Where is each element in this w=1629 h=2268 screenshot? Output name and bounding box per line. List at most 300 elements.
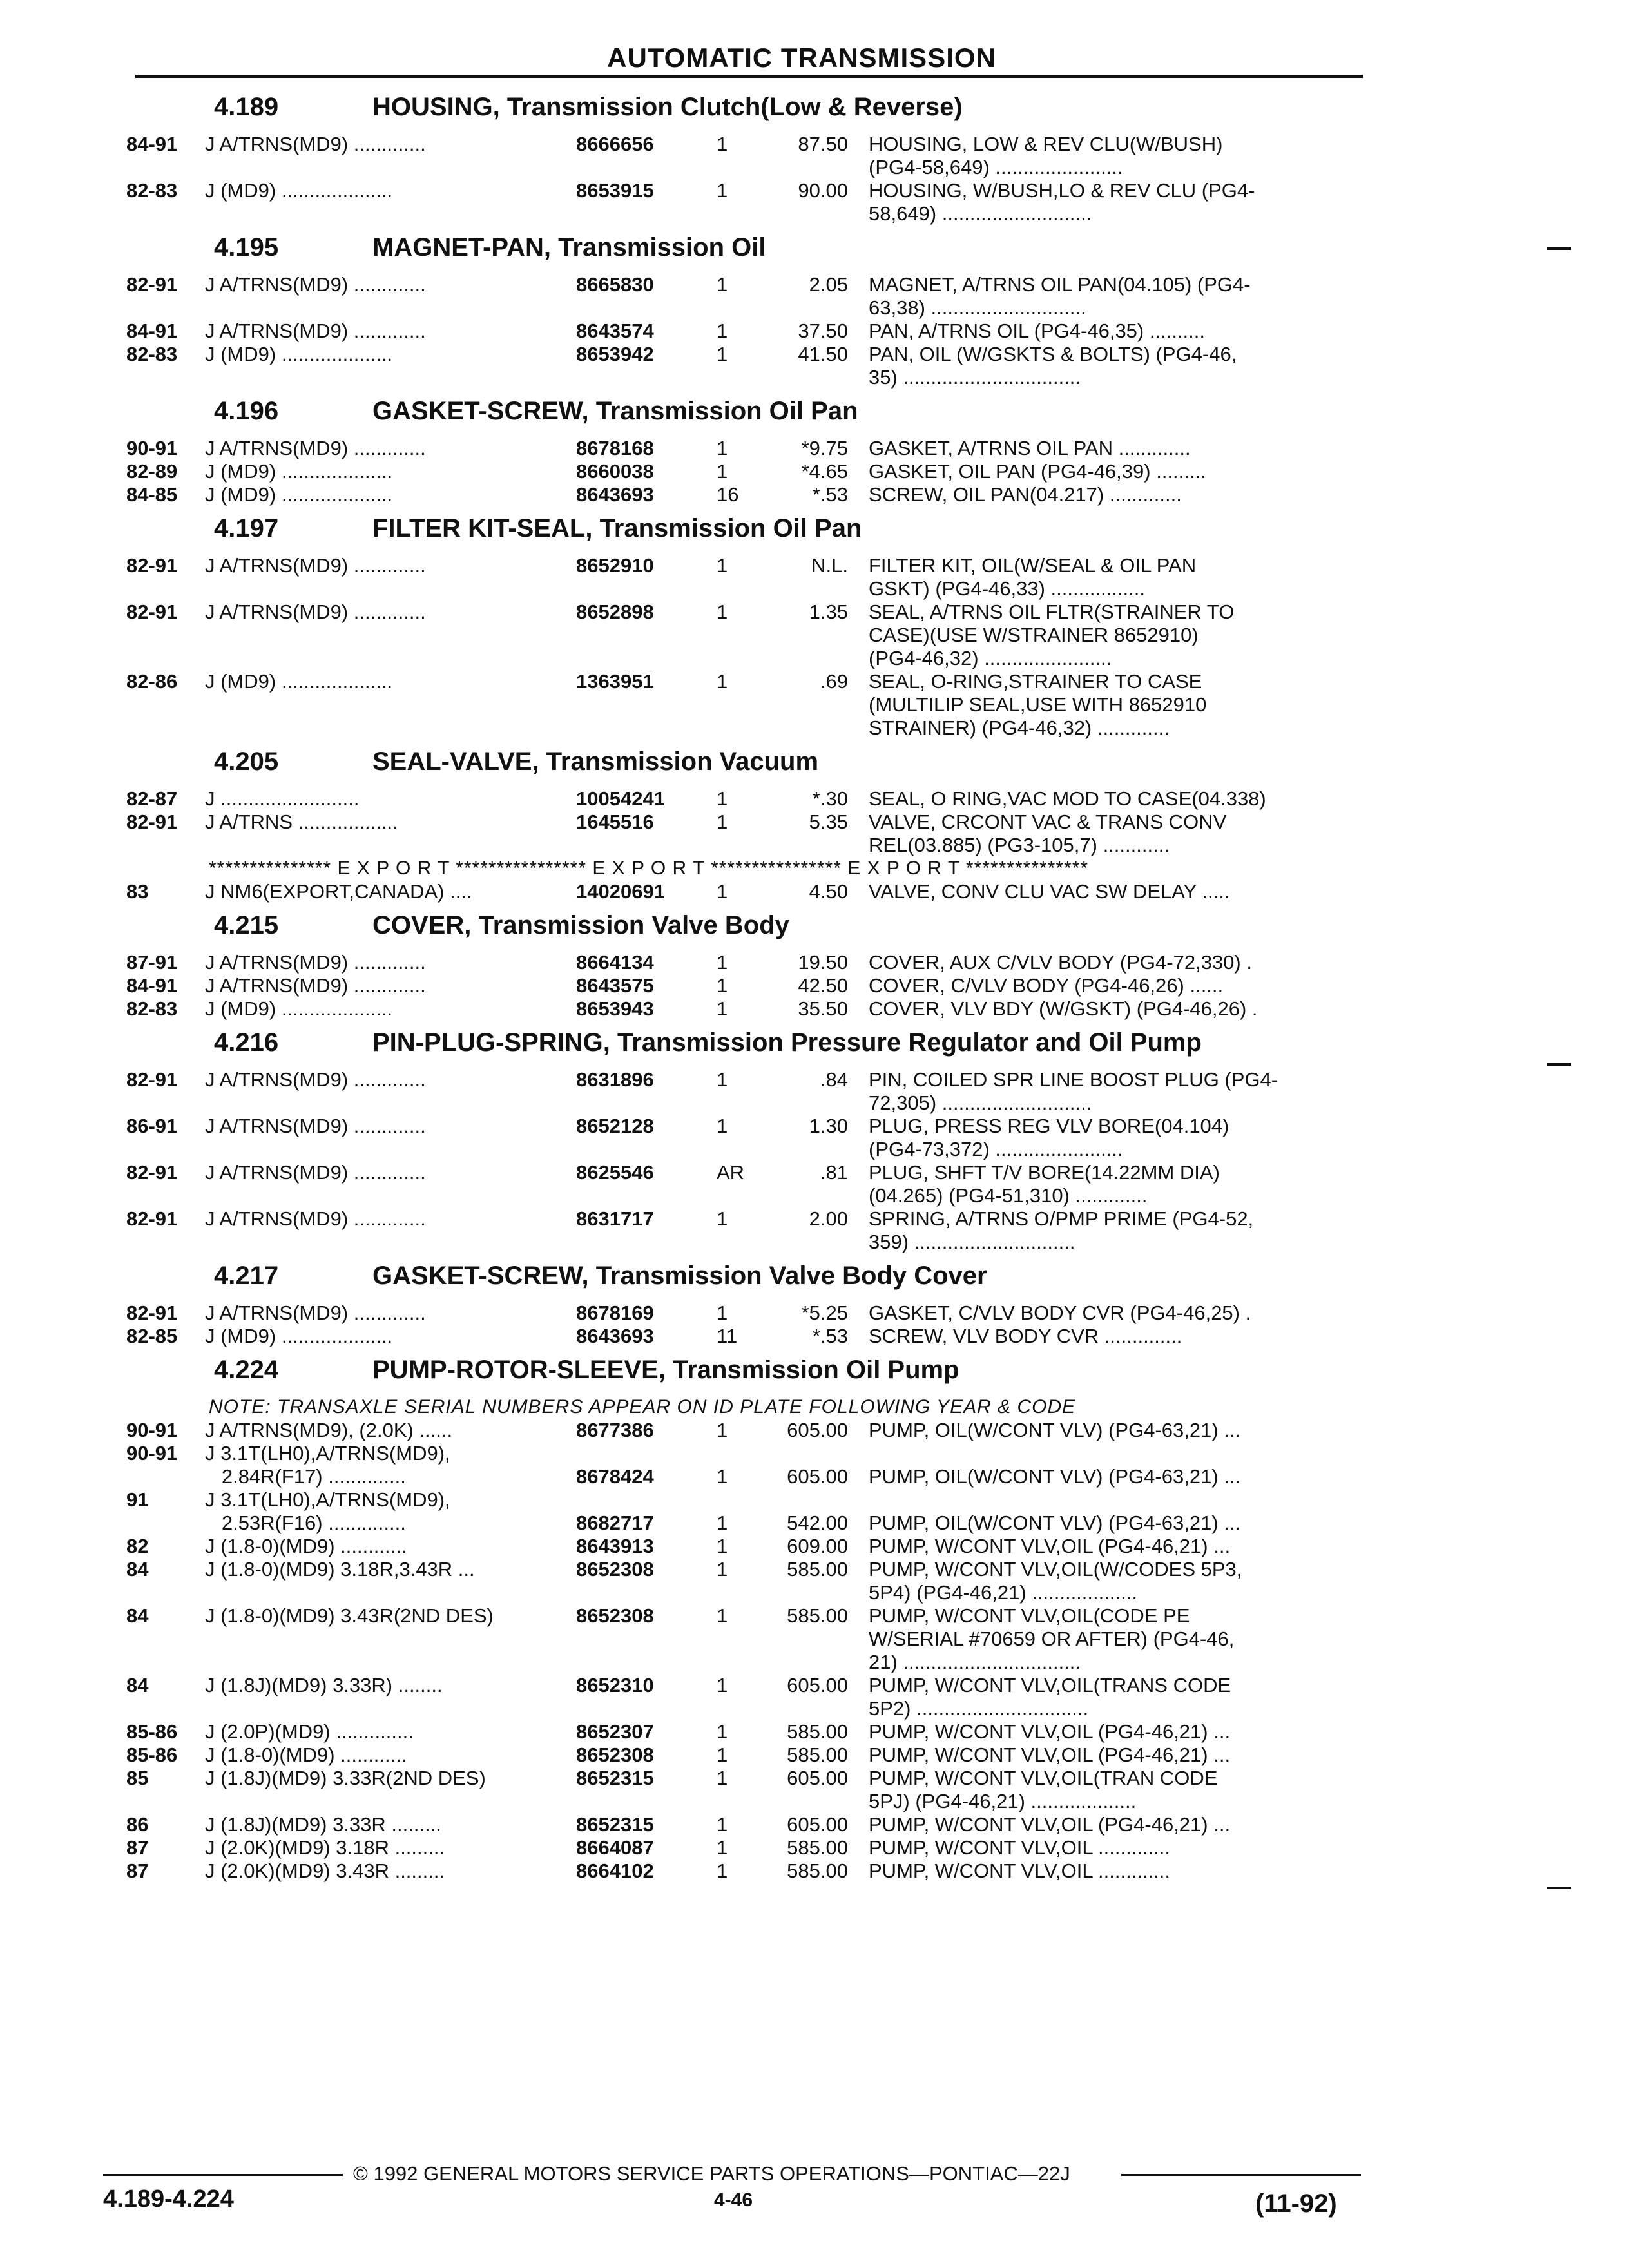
model-years: 82-91 — [126, 811, 178, 833]
quantity: 1 — [717, 974, 728, 997]
description: SEAL, O RING,VAC MOD TO CASE(04.338) — [869, 787, 1266, 810]
price — [768, 716, 869, 740]
section-title: PUMP-ROTOR-SLEEVE, Transmission Oil Pump — [372, 1356, 959, 1384]
part-number: 8652315 — [576, 1767, 654, 1789]
model-years: 82-87 — [126, 787, 178, 810]
application — [205, 647, 576, 670]
model-years: 90-91 — [126, 437, 178, 459]
part-number: 8652308 — [576, 1744, 654, 1766]
part-row — [126, 811, 1364, 834]
description: PUMP, W/CONT VLV,OIL (PG4-46,21) ... — [869, 1720, 1231, 1743]
description: COVER, C/VLV BODY (PG4-46,26) ...... — [869, 974, 1224, 997]
price: 37.50 — [798, 320, 848, 342]
part-row — [126, 1465, 1364, 1488]
part-number: 8664087 — [576, 1836, 654, 1859]
part-number: 8652128 — [576, 1115, 654, 1137]
part-number — [576, 156, 717, 179]
price: 1.35 — [809, 601, 848, 623]
description: PUMP, OIL(W/CONT VLV) (PG4-63,21) ... — [869, 1512, 1241, 1534]
model-years: 82-91 — [126, 1161, 178, 1184]
description: (PG4-46,32) ....................... — [869, 647, 1112, 669]
model-years: 82-83 — [126, 179, 178, 202]
description: PUMP, W/CONT VLV,OIL (PG4-46,21) ... — [869, 1813, 1231, 1836]
part-row — [126, 1488, 1364, 1512]
part-number: 8652308 — [576, 1604, 654, 1627]
footer-rule — [103, 2174, 343, 2176]
description: PUMP, W/CONT VLV,OIL ............. — [869, 1860, 1170, 1882]
application: J A/TRNS(MD9) ............. — [205, 1302, 426, 1324]
application: J A/TRNS(MD9) ............. — [205, 1161, 426, 1184]
quantity — [717, 1231, 768, 1254]
footer-copyright: © 1992 GENERAL MOTORS SERVICE PARTS OPERATIONS—PONTIAC—22J — [353, 2162, 1070, 2185]
application: J (1.8-0)(MD9) ............ — [205, 1535, 407, 1557]
section-number: 4.196 — [214, 397, 279, 425]
quantity: 1 — [717, 179, 728, 202]
quantity: 1 — [717, 670, 728, 693]
quantity — [717, 296, 768, 320]
model-years: 84-85 — [126, 483, 178, 506]
price: 542.00 — [787, 1512, 848, 1534]
section-4-215 — [126, 908, 1364, 1021]
model-years: 82-91 — [126, 1207, 178, 1230]
description: PUMP, W/CONT VLV,OIL(TRANS CODE — [869, 1674, 1231, 1696]
model-years: 86 — [126, 1813, 149, 1836]
description: W/SERIAL #70659 OR AFTER) (PG4-46, — [869, 1628, 1235, 1650]
price — [768, 1442, 869, 1465]
price: 585.00 — [787, 1836, 848, 1859]
model-years — [126, 577, 205, 601]
model-years — [126, 1651, 205, 1674]
application — [205, 1231, 576, 1254]
model-years: 86-91 — [126, 1115, 178, 1137]
quantity — [717, 1628, 768, 1651]
part-row — [126, 366, 1364, 389]
part-row — [126, 202, 1364, 226]
part-number: 8653943 — [576, 997, 654, 1020]
price: 1.30 — [809, 1115, 848, 1137]
part-number — [576, 202, 717, 226]
application — [205, 834, 576, 857]
section-title: SEAL-VALVE, Transmission Vacuum — [372, 747, 819, 776]
application — [205, 716, 576, 740]
model-years — [126, 1091, 205, 1115]
model-years: 85-86 — [126, 1744, 178, 1766]
part-row — [126, 1161, 1364, 1184]
section-number: 4.217 — [214, 1262, 279, 1290]
part-number: 8631896 — [576, 1068, 654, 1091]
section-4-216 — [126, 1026, 1364, 1254]
model-years: 85-86 — [126, 1720, 178, 1743]
parts-list — [126, 90, 1364, 1888]
application: J (1.8J)(MD9) 3.33R(2ND DES) — [205, 1767, 486, 1789]
model-years: 85 — [126, 1767, 149, 1789]
section-note: NOTE: TRANSAXLE SERIAL NUMBERS APPEAR ON ID PLATE FOLLOWING YEAR & CODE — [209, 1396, 1076, 1418]
part-number: 8660038 — [576, 460, 654, 483]
model-years: 82-86 — [126, 670, 178, 693]
edge-mark — [1547, 1887, 1571, 1889]
description: SPRING, A/TRNS O/PMP PRIME (PG4-52, — [869, 1207, 1254, 1230]
price: 35.50 — [798, 997, 848, 1020]
part-row — [126, 1535, 1364, 1558]
part-row — [126, 1604, 1364, 1628]
model-years — [126, 366, 205, 389]
price: 19.50 — [798, 951, 848, 974]
price: 585.00 — [787, 1558, 848, 1581]
quantity: 1 — [717, 1813, 728, 1836]
part-row — [126, 997, 1364, 1021]
price: 90.00 — [798, 179, 848, 202]
price — [768, 1697, 869, 1720]
part-row — [126, 1068, 1364, 1091]
price — [768, 624, 869, 647]
price — [768, 1231, 869, 1254]
description: (PG4-58,649) ....................... — [869, 156, 1123, 178]
model-years — [126, 1581, 205, 1604]
model-years: 91 — [126, 1488, 149, 1511]
section-4-197 — [126, 512, 1364, 740]
part-row — [126, 483, 1364, 506]
part-number — [576, 1138, 717, 1161]
price — [768, 1184, 869, 1207]
description: (04.265) (PG4-51,310) ............. — [869, 1184, 1148, 1207]
part-number: 8643913 — [576, 1535, 654, 1557]
footer-date: (11-92) — [1255, 2189, 1337, 2218]
part-number: 8652307 — [576, 1720, 654, 1743]
price: 4.50 — [809, 880, 848, 903]
part-row — [126, 437, 1364, 460]
model-years — [126, 1184, 205, 1207]
application — [205, 296, 576, 320]
description: SCREW, VLV BODY CVR .............. — [869, 1325, 1182, 1347]
quantity — [717, 1790, 768, 1813]
price — [768, 156, 869, 179]
price — [768, 647, 869, 670]
description: 63,38) ............................ — [869, 296, 1086, 319]
description: VALVE, CRCONT VAC & TRANS CONV — [869, 811, 1227, 833]
quantity — [717, 716, 768, 740]
quantity: 1 — [717, 951, 728, 974]
model-years: 84-91 — [126, 133, 178, 155]
description: PUMP, OIL(W/CONT VLV) (PG4-63,21) ... — [869, 1419, 1241, 1441]
quantity — [717, 202, 768, 226]
section-title: COVER, Transmission Valve Body — [372, 911, 789, 939]
model-years: 82-91 — [126, 1302, 178, 1324]
price: 585.00 — [787, 1720, 848, 1743]
description: HOUSING, W/BUSH,LO & REV CLU (PG4- — [869, 179, 1255, 202]
part-row — [126, 1138, 1364, 1161]
part-number — [576, 834, 717, 857]
application — [205, 366, 576, 389]
quantity: 1 — [717, 343, 728, 365]
price: 605.00 — [787, 1674, 848, 1696]
price — [768, 1790, 869, 1813]
application: J A/TRNS(MD9), (2.0K) ...... — [205, 1419, 453, 1441]
part-number: 8664134 — [576, 951, 654, 974]
application: J (1.8-0)(MD9) 3.43R(2ND DES) — [205, 1604, 494, 1627]
part-number: 8652308 — [576, 1558, 654, 1581]
part-row — [126, 156, 1364, 179]
price: 605.00 — [787, 1767, 848, 1789]
description: 58,649) ........................... — [869, 202, 1092, 225]
description: PUMP, W/CONT VLV,OIL (PG4-46,21) ... — [869, 1744, 1231, 1766]
section-number: 4.197 — [214, 514, 279, 543]
part-row — [126, 1790, 1364, 1813]
application — [205, 693, 576, 716]
application: J A/TRNS(MD9) ............. — [205, 974, 426, 997]
application: J (1.8J)(MD9) 3.33R) ........ — [205, 1674, 443, 1696]
application: J 3.1T(LH0),A/TRNS(MD9), — [205, 1442, 450, 1465]
part-number: 8652910 — [576, 554, 654, 577]
price: *5.25 — [801, 1302, 848, 1324]
section-heading — [126, 1353, 1364, 1396]
part-row — [126, 179, 1364, 202]
application — [205, 1581, 576, 1604]
quantity: 1 — [717, 1767, 728, 1789]
quantity — [717, 834, 768, 857]
edge-mark — [1547, 247, 1571, 250]
description: MAGNET, A/TRNS OIL PAN(04.105) (PG4- — [869, 273, 1251, 296]
description: PUMP, W/CONT VLV,OIL(CODE PE — [869, 1604, 1190, 1627]
part-row — [126, 716, 1364, 740]
quantity: 1 — [717, 273, 728, 296]
part-number: 8678424 — [576, 1465, 654, 1488]
section-heading — [126, 231, 1364, 273]
quantity: 1 — [717, 320, 728, 342]
part-number: 1645516 — [576, 811, 654, 833]
model-years: 90-91 — [126, 1419, 178, 1441]
price — [768, 202, 869, 226]
quantity — [717, 1488, 768, 1512]
part-number: 8664102 — [576, 1860, 654, 1882]
quantity: 1 — [717, 1068, 728, 1091]
part-number — [576, 1651, 717, 1674]
quantity: 16 — [717, 483, 739, 506]
part-row — [126, 1115, 1364, 1138]
model-years — [126, 1697, 205, 1720]
description: GASKET, C/VLV BODY CVR (PG4-46,25) . — [869, 1302, 1251, 1324]
part-number — [576, 1184, 717, 1207]
description: 72,305) ........................... — [869, 1091, 1092, 1114]
application: J (MD9) .................... — [205, 179, 393, 202]
description: PUMP, OIL(W/CONT VLV) (PG4-63,21) ... — [869, 1465, 1241, 1488]
part-number — [576, 693, 717, 716]
price — [768, 1628, 869, 1651]
part-row — [126, 577, 1364, 601]
description: COVER, VLV BDY (W/GSKT) (PG4-46,26) . — [869, 997, 1258, 1020]
description: 35) ................................ — [869, 366, 1081, 389]
part-row — [126, 787, 1364, 811]
part-row — [126, 1813, 1364, 1836]
model-years — [126, 1138, 205, 1161]
export-divider: *************** E X P O R T **************** E X P O R T **************** E X P O R T *************** — [209, 858, 1089, 879]
part-row — [126, 1697, 1364, 1720]
section-number: 4.216 — [214, 1028, 279, 1057]
application: J (MD9) .................... — [205, 1325, 393, 1347]
model-years: 87 — [126, 1860, 149, 1882]
section-number: 4.215 — [214, 911, 279, 939]
section-title: GASKET-SCREW, Transmission Valve Body Cover — [372, 1262, 987, 1290]
description: 21) ................................ — [869, 1651, 1081, 1673]
part-number: 8643693 — [576, 483, 654, 506]
price — [768, 834, 869, 857]
application: J (2.0K)(MD9) 3.43R ......... — [205, 1860, 445, 1882]
quantity — [717, 1091, 768, 1115]
part-number — [576, 366, 717, 389]
price: .81 — [820, 1161, 848, 1184]
section-heading — [126, 512, 1364, 554]
quantity: 1 — [717, 1674, 728, 1696]
quantity: 1 — [717, 554, 728, 577]
quantity — [717, 156, 768, 179]
section-number: 4.189 — [214, 93, 279, 121]
description: 5P2) ............................... — [869, 1697, 1089, 1720]
application: J A/TRNS(MD9) ............. — [205, 1207, 426, 1230]
quantity — [717, 1184, 768, 1207]
description: 5P4) (PG4-46,21) ................... — [869, 1581, 1137, 1604]
price — [768, 1138, 869, 1161]
section-4-195 — [126, 231, 1364, 389]
part-row — [126, 296, 1364, 320]
price: 41.50 — [798, 343, 848, 365]
section-title: GASKET-SCREW, Transmission Oil Pan — [372, 397, 858, 425]
section-4-189 — [126, 90, 1364, 226]
description: 359) ............................. — [869, 1231, 1075, 1253]
price: .69 — [820, 670, 848, 693]
section-heading — [126, 394, 1364, 437]
part-row — [126, 1442, 1364, 1465]
application: J (MD9) .................... — [205, 670, 393, 693]
part-row — [126, 1558, 1364, 1581]
model-years: 90-91 — [126, 1442, 178, 1465]
description: PUMP, W/CONT VLV,OIL (PG4-46,21) ... — [869, 1535, 1231, 1557]
quantity: 1 — [717, 787, 728, 810]
part-number — [576, 1442, 717, 1465]
model-years: 82-91 — [126, 601, 178, 623]
application — [205, 156, 576, 179]
part-number: 8643574 — [576, 320, 654, 342]
part-row — [126, 1628, 1364, 1651]
part-row — [126, 601, 1364, 624]
application: J A/TRNS(MD9) ............. — [205, 273, 426, 296]
quantity: AR — [717, 1161, 745, 1184]
model-years — [126, 202, 205, 226]
quantity: 1 — [717, 1465, 728, 1488]
model-years — [126, 647, 205, 670]
application: J A/TRNS(MD9) ............. — [205, 437, 426, 459]
model-years: 82-83 — [126, 997, 178, 1020]
quantity: 1 — [717, 1419, 728, 1441]
section-title: FILTER KIT-SEAL, Transmission Oil Pan — [372, 514, 862, 543]
price: 585.00 — [787, 1860, 848, 1882]
section-title: MAGNET-PAN, Transmission Oil — [372, 233, 766, 262]
model-years: 84-91 — [126, 974, 178, 997]
model-years — [126, 1628, 205, 1651]
price: 585.00 — [787, 1744, 848, 1766]
part-row — [126, 951, 1364, 974]
description — [869, 1442, 1364, 1465]
application: J (2.0K)(MD9) 3.18R ......... — [205, 1836, 445, 1859]
description: SEAL, O-RING,STRAINER TO CASE — [869, 670, 1202, 693]
part-row — [126, 1767, 1364, 1790]
application: J (MD9) .................... — [205, 997, 393, 1020]
quantity: 1 — [717, 1302, 728, 1324]
part-number — [576, 577, 717, 601]
description: VALVE, CONV CLU VAC SW DELAY ..... — [869, 880, 1230, 903]
price — [768, 577, 869, 601]
price: 5.35 — [809, 811, 848, 833]
part-number: 8682717 — [576, 1512, 654, 1534]
part-row — [126, 974, 1364, 997]
application: J NM6(EXPORT,CANADA) .... — [205, 880, 472, 903]
quantity: 1 — [717, 811, 728, 833]
section-heading — [126, 1026, 1364, 1068]
price: 609.00 — [787, 1535, 848, 1557]
model-years: 87 — [126, 1836, 149, 1859]
model-years: 82-91 — [126, 554, 178, 577]
quantity: 1 — [717, 601, 728, 623]
description: CASE)(USE W/STRAINER 8652910) — [869, 624, 1199, 646]
application — [205, 202, 576, 226]
part-number — [576, 1488, 717, 1512]
description — [869, 1488, 1364, 1512]
section-number: 4.195 — [214, 233, 279, 262]
quantity — [717, 1138, 768, 1161]
description: GASKET, A/TRNS OIL PAN ............. — [869, 437, 1191, 459]
part-row — [126, 1184, 1364, 1207]
description: PUMP, W/CONT VLV,OIL(TRAN CODE — [869, 1767, 1218, 1789]
application: J A/TRNS(MD9) ............. — [205, 1115, 426, 1137]
part-number: 8678168 — [576, 437, 654, 459]
part-row — [126, 320, 1364, 343]
quantity: 1 — [717, 1207, 728, 1230]
part-number — [576, 296, 717, 320]
application: J ......................... — [205, 787, 360, 810]
price — [768, 693, 869, 716]
description: (MULTILIP SEAL,USE WITH 8652910 — [869, 693, 1207, 716]
quantity — [717, 577, 768, 601]
quantity: 1 — [717, 1860, 728, 1882]
section-4-205 — [126, 745, 1364, 903]
price: 585.00 — [787, 1604, 848, 1627]
application: J (MD9) .................... — [205, 460, 393, 483]
price: *.30 — [812, 787, 848, 810]
part-number: 1363951 — [576, 670, 654, 693]
section-title: HOUSING, Transmission Clutch(Low & Reverse) — [372, 93, 963, 121]
model-years — [126, 156, 205, 179]
quantity: 1 — [717, 997, 728, 1020]
quantity: 1 — [717, 880, 728, 903]
model-years: 82-89 — [126, 460, 178, 483]
description: GSKT) (PG4-46,33) ................. — [869, 577, 1145, 600]
part-row — [126, 554, 1364, 577]
part-number: 8666656 — [576, 133, 654, 155]
price — [768, 1488, 869, 1512]
quantity: 1 — [717, 460, 728, 483]
description: 5PJ) (PG4-46,21) ................... — [869, 1790, 1137, 1812]
part-row — [126, 273, 1364, 296]
section-number: 4.205 — [214, 747, 279, 776]
part-number: 8665830 — [576, 273, 654, 296]
description: PUMP, W/CONT VLV,OIL ............. — [869, 1836, 1170, 1859]
application: J (MD9) .................... — [205, 343, 393, 365]
price: *4.65 — [801, 460, 848, 483]
part-number — [576, 1231, 717, 1254]
model-years — [126, 834, 205, 857]
application: J A/TRNS(MD9) ............. — [205, 601, 426, 623]
model-years — [126, 1465, 205, 1488]
application — [205, 624, 576, 647]
part-row — [126, 1091, 1364, 1115]
